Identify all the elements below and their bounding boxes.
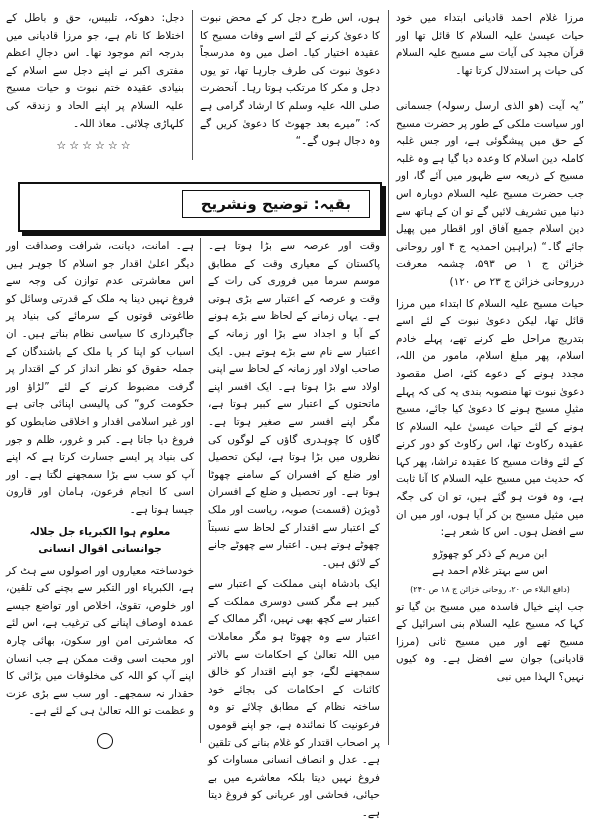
right-intro-paragraph: مرزا غلام احمد قادیانی ابتداء میں خود حیات عیسیٰ علیہ السلام کا قائل تھا اور قرآن مجید کی آیات سے مسیح علیہ السلام کی حیات پر استدلال کرتا تھا۔ (396, 12, 584, 77)
bottom-middle-closing: ایک بادشاہ اپنی مملکت کے اعتبار سے کبیر ہے مگر کسی دوسری مملکت کے اعتبار سے کچھ بھی نہیں، اگر ممالک کے اعتبار سے وہ چھوٹا ہو مگر معاملات میں اللہ تعالیٰ کے احکامات سے بالاتر سمجھنے لگے، جو اپنے اقتدار کو خالق کائنات کے احکامات کی بجائے خود ساختہ نظام کے مطابق چلائے تو وہ فرعونیت کا نمائندہ ہے، جو اپنے قوموں پر اصحاب اقتدار کو غلام بنانے کی تلقین ہے۔ عدل و انصاف انسانی مساوات کو فروغ نہیں دیتا بلکہ معاشرے میں بے حیائی، فحاشی اور عریانی کو فروغ دیتا ہے۔ (208, 578, 380, 819)
verse-line-2: اس سے بہتر غلام احمد ہے (432, 565, 548, 578)
continuation-banner (18, 182, 382, 232)
column-divider (200, 238, 201, 743)
verse-line-1: ابن مریم کے ذکر کو چھوڑو (432, 547, 548, 560)
bottom-left-paragraph: ہے۔ امانت، دیانت، شرافت وصداقت اور دیگر اعلیٰ اقدار جو اسلام کا جوہر ہیں اس معاشرتی عدم توازن کی وجہ سے فروغ نہیں دینا یہ ملک کے قدرتی وسائل کو طاغوتی قوتوں کے سرمائے کی بنیاد پر جاگیرداری کا سیاسی نظام بناتے ہیں۔ ان اسباب کو اپنا کر یا ملک کے باشندگان کے جملہ حقوق کو نظر انداز کر کے اقتدار پر گرفت مضبوط کرنے کے لئے ”لڑاؤ اور حکومت کرو“ کی پالیسی اپنائی جاتی ہے اور غیر اسلامی اقدار و اخلاقی ضابطوں کو فروغ دیا جاتا ہے۔ کبر و غرور، ظلم و جور کی بنیاد پر ایسے جسارت کرتا ہے کہ اپنے آپ کو سب سے بڑا سمجھنے لگتا ہے۔ اور اسی کا انجام فرعون، ہامان اور قارون جیسا ہوتا ہے۔ (6, 240, 194, 516)
bottom-left-column (6, 238, 194, 738)
right-argument-paragraph: حیات مسیح علیہ السلام کا ابتداء میں مرزا قائل تھا، لیکن دعویٰ نبوت کے لئے اسے بتدریج مراحل طے کرنے تھے، پہلے خادم اسلام، پھر مبلغ اسلام، مامور من اللہ، مجدد ہونے کے دعوے کئے، اصل مقصود دعویٰ نبوت تھا منصوبہ بندی یہ کی کہ پہلے مثیلِ مسیح ہونے کا دعویٰ کیا جائے، مسیح ہونے کے لئے حیات عیسیٰ علیہ السلام کا عقیدہ رکاوٹ تھا، اس رکاوٹ کو دور کرنے کے لئے وفات مسیح کا عقیدہ تراشا، پھر کہا کہ حدیث میں مسیح علیہ السلام کا آنا ثابت ہے، وہ فوت ہو گئے ہیں، تو ان کی جگہ میں مثیل مسیح بن کر آیا ہوں، اور میں ان سے افضل ہوں۔ اس کا شعر ہے: (396, 297, 584, 539)
divider-stars: ☆☆☆☆☆☆ (56, 139, 134, 153)
verse-reference: (دافع البلاء ص ۲۰، روحانی خزائن ج ۱۸ ص ۲۴۰) (410, 585, 570, 595)
bottom-left-subheading: معلوم ہوا الکبریاء جل جلالہ جوانسانی اقوال انسانی (29, 525, 171, 556)
banner-title: بقیہ: توضیح ونشریح (182, 190, 370, 218)
top-left-column (6, 10, 184, 153)
top-middle-column (200, 10, 380, 175)
column-divider (388, 10, 389, 745)
page-end-circle (97, 733, 113, 749)
right-column-lower (396, 98, 584, 748)
right-closing-paragraph: جب اپنے خیال فاسدہ میں مسیح بن گیا تو کہا کہ مسیح علیہ السلام بنی اسرائیل کے مسیح تھے اور میں مسیح ثانی (مرزا قادیانی) جوان سے افضل ہے۔ وہ کیوں نہیں؟ الہذا میں نبی (396, 600, 584, 683)
right-quote-paragraph: ”یہ آیت (ھو الذی ارسل رسولہ) جسمانی اور سیاست ملکی کے طور پر حضرت مسیح کے حق میں پیشگوئی ہے، اور جس غلبہ کاملہ دین اسلام کا وعدہ دیا گیا ہے وہ غلبہ مسیح کے ذریعہ سے ظہور میں آئے گا، اور جب حضرت مسیح علیہ السلام دوبارہ اس دنیا میں تشریف لائیں گے تو ان کے ہاتھ سے دین اسلام جمیع آفاق اور اقطار میں پھیل جائے گا۔“ (براہین احمدیہ ج ۴ اور روحانی خزائن ج ۱ ص ۵۹۳، چشمہ معرفت درروحانی خزائن ج ۲۳ ص ۱۲۰) (396, 100, 584, 288)
top-middle-paragraph: ہوں، اس طرح دجل کر کے محض نبوت کا دعویٰ کرنے کے لئے اسے وفات مسیح کا عقیدہ اختیار کیا۔ اصل میں وہ مدرسجاً دعویٰ نبوت کی طرف جارہا تھا، تو یوں دجل و مکر کا مرتکب ہوتا رہا۔ آنحضرت صلی اللہ علیہ وسلم کا ارشاد گرامی ہے کہ: ”میرے بعد جھوٹ کا دعویٰ کریں گے وہ دجال ہوں گے۔“ (200, 12, 380, 148)
column-divider (192, 10, 193, 160)
right-column-top (396, 10, 584, 95)
bottom-middle-column (208, 238, 380, 819)
bottom-middle-paragraph: وقت اور عرصہ سے بڑا ہوتا ہے۔ پاکستان کے معیاری وقت کے مطابق موسم سرما میں فروری کی رات کے وقت و عرصہ کے اعتبار سے بڑی ہوتی ہے۔ یہاں زمانے کے لحاظ سے بڑے ہونے کے آبا و اجداد سے بڑا اور زمانہ کے اعتبار سے نام سے بڑے ہوتے ہیں۔ ایک صاحب اولاد اور زمانہ کے لحاظ سے اپنی اولاد سے بڑا ہوتا ہے۔ ایک افسر اپنے ماتحتوں کے اعتبار سے کبیر ہوتا ہے، مگر اپنے افسر سے صغیر ہوتا ہے۔ گاؤں کا چوہدری گاؤں کے لوگوں کی نظروں میں بڑا ہوتا ہے، لیکن تحصیل اور ضلع کے افسران کے سامنے چھوٹا ہوتا ہے۔ اور تحصیل و ضلع کے افسران ڈویژن (قسمت) صوبہ، ریاست اور ملک کے اعتبار سے اقتدار کے لحاظ سے نسبتاً چھوٹے ہوتے ہیں۔ اعتبار سے چھوٹے جانے کے لائق ہیں۔ (208, 240, 380, 569)
top-left-paragraph: دجل: دھوکہ، تلبیس، حق و باطل کے اختلاط کا نام ہے، جو مرزا قادیانی میں بدرجہ اتم موجود تھا۔ اس دجالِ اعظم مفتری اکبر نے اپنے دجل سے اسلام کے بنیادی عقیدہ ختم نبوت و حیات مسیح علیہ السلام پر اپنے الحاد و زندقہ کی کلہاڑی چلائی۔ معاذ اللہ۔ (6, 12, 184, 130)
bottom-left-closing: خودساختہ معیاروں اور اصولوں سے ہٹ کر ہے، الکبریاء اور التکبر سے بچنے کی تلقین، اور خلوص، تقویٰ، اخلاص اور تواضع جیسے عمدہ اوصاف اپنانے کی ترغیب ہے، اس لئے کہ معاشرتی امن اور سکون، بھائی چارہ اور محبت اسی وقت ممکن ہے جب انسان اپنے آپ کو اللہ کی مخلوقات میں بڑائی کا حقدار نہ سمجھے۔ اور سب سے بڑی عزت و عظمت تو اللہ تعالیٰ ہی کے لئے ہے۔ (6, 564, 194, 718)
